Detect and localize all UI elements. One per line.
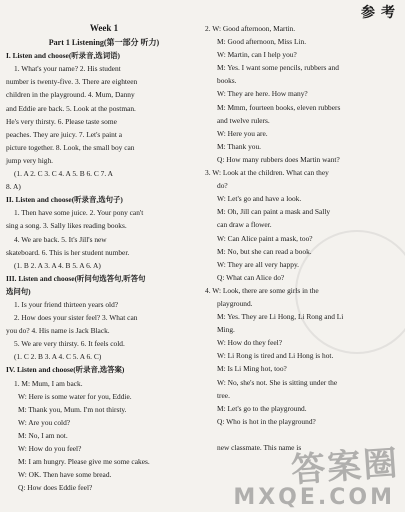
- text-line: M: Let's go to the playground.: [217, 403, 307, 413]
- text-line: Q: How does Eddie feel?: [18, 483, 93, 493]
- text-line: W: Martin, can I help you?: [217, 50, 297, 60]
- watermark-url: MXQE.COM: [233, 485, 395, 510]
- text-line: (1. B 2. A 3. A 4. B 5. A 6. A): [14, 260, 101, 270]
- text-line: M: I am hungry. Please give me some cakes.: [18, 457, 150, 467]
- text-line: number is twenty-five. 3. There are eighteen: [6, 77, 138, 87]
- text-line: M: Good afternoon, Miss Lin.: [217, 37, 307, 47]
- text-line: skateboard. 6. This is her student number.: [6, 247, 130, 257]
- text-line: and twelve rulers.: [217, 115, 270, 125]
- text-line: playground.: [217, 298, 253, 308]
- left-lines: [6, 49, 202, 494]
- text-line: W: They are here. How many?: [217, 89, 308, 99]
- text-line: jump very high.: [6, 155, 54, 165]
- text-line: M: Mmm, fourteen books, eleven rubbers: [217, 102, 341, 112]
- text-line: can draw a flower.: [217, 220, 272, 230]
- text-line: children in the playground. 4. Mum, Danny: [6, 90, 135, 100]
- text-line: do?: [217, 181, 228, 191]
- text-line: M: No, but she can read a book.: [217, 246, 312, 256]
- part-title: Part 1 Listening(第一部分 听力): [48, 38, 160, 48]
- text-line: III. Listen and choose(听问句选答句,听答句: [6, 273, 146, 283]
- text-line: 选问句): [6, 286, 31, 296]
- right-column: [205, 22, 403, 454]
- text-line: He's very thirsty. 6. Please taste some: [6, 116, 117, 126]
- text-line: W: Can Alice paint a mask, too?: [217, 233, 313, 243]
- text-line: W: Let's go and have a look.: [217, 194, 302, 204]
- text-line: M: Yes. I want some pencils, rubbers and: [217, 63, 339, 73]
- text-line: picture together. 8. Look, the small boy can: [6, 142, 135, 152]
- text-line: IV. Listen and choose(听录音,选答案): [6, 365, 125, 375]
- text-line: Q: Who is hot in the playground?: [217, 416, 316, 426]
- text-line: I. Listen and choose(听录音,选词语): [6, 51, 120, 61]
- text-line: 4. W: Look, there are some girls in the: [205, 285, 319, 295]
- text-line: W: Here you are.: [217, 128, 268, 138]
- text-line: 2. W: Good afternoon, Martin.: [205, 24, 296, 33]
- text-line: (1. A 2. C 3. C 4. A 5. B 6. C 7. A: [14, 169, 113, 179]
- text-line: Q: How many rubbers does Martin want?: [217, 154, 340, 164]
- text-line: M: Oh, Jill can paint a mask and Sally: [217, 207, 331, 217]
- text-line: M: Thank you, Mum. I'm not thirsty.: [18, 404, 127, 414]
- text-line: 3. W: Look at the children. What can they: [205, 168, 329, 178]
- text-line: tree.: [217, 390, 230, 400]
- right-lines: [205, 22, 403, 454]
- text-line: you do? 4. His name is Jack Black.: [6, 326, 110, 336]
- text-line: Q: What can Alice do?: [217, 272, 285, 282]
- text-line: Ming.: [217, 325, 235, 335]
- text-line: 1. Then have some juice. 2. Your pony can't: [14, 208, 144, 218]
- text-line: W: Are you cold?: [18, 417, 71, 427]
- text-line: 1. What's your name? 2. His student: [14, 64, 121, 74]
- text-line: W: Here is some water for you, Eddie.: [18, 391, 132, 401]
- text-line: 1. Is your friend thirteen years old?: [14, 299, 119, 309]
- left-column: [6, 22, 202, 494]
- text-line: W: No, she's not. She is sitting under the: [217, 377, 338, 387]
- text-line: 1. M: Mum, I am back.: [14, 378, 83, 388]
- text-line: W: How do they feel?: [217, 338, 282, 348]
- text-line: (1. C 2. B 3. A 4. C 5. A 6. C): [14, 352, 102, 362]
- text-line: M: Yes. They are Li Hong, Li Rong and Li: [217, 312, 344, 322]
- text-line: 8. A): [6, 182, 21, 192]
- text-line: 4. We are back. 5. It's Jill's new: [14, 234, 107, 244]
- text-line: sing a song. 3. Sally likes reading books.: [6, 221, 127, 231]
- watermark-logo: 答案圈: [289, 443, 401, 491]
- text-line: W: Li Rong is tired and Li Hong is hot.: [217, 351, 334, 361]
- text-line: books.: [217, 76, 237, 86]
- text-line: W: They are all very happy.: [217, 259, 300, 269]
- text-line: M: Is Li Ming hot, too?: [217, 364, 287, 374]
- text-line: M: No, I am not.: [18, 430, 68, 440]
- text-line: 2. How does your sister feel? 3. What can: [14, 313, 138, 323]
- text-line: and Eddie are back. 5. Look at the postman.: [6, 103, 136, 113]
- text-line: new classmate. This name is: [217, 443, 302, 452]
- week-title: Week 1: [89, 23, 119, 33]
- text-line: W: How do you feel?: [18, 444, 82, 453]
- text-line: M: Thank you.: [217, 141, 262, 151]
- text-line: II. Listen and choose(听录音,选句子): [6, 195, 123, 205]
- text-line: 5. We are very thirsty. 6. It feels cold.: [14, 339, 125, 349]
- page-header: 参考: [361, 6, 401, 21]
- text-line: peaches. They are juicy. 7. Let's paint a: [6, 129, 123, 139]
- text-line: W: OK. Then have some bread.: [18, 470, 112, 480]
